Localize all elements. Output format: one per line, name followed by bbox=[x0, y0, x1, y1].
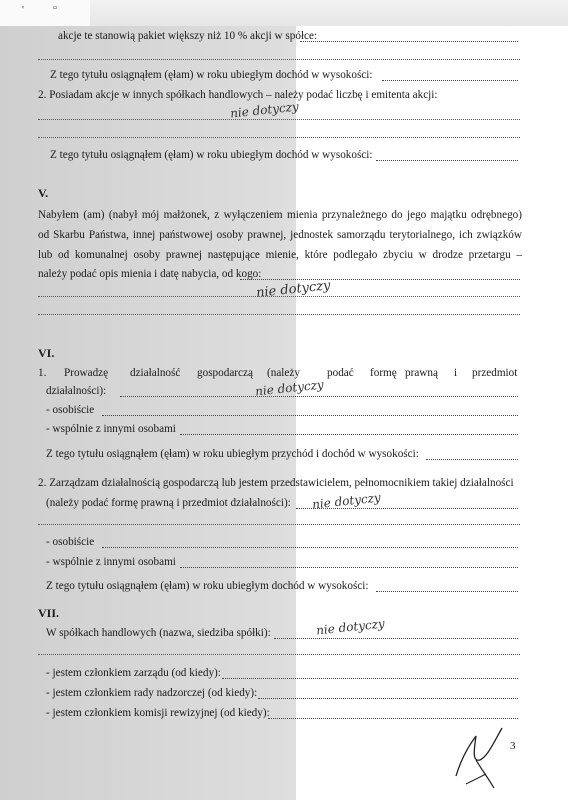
fill-line bbox=[258, 698, 518, 699]
board-member-line: - jestem członkiem zarządu (od kiedy): bbox=[46, 667, 221, 679]
audit-committee-line: - jestem członkiem komisji rewizyjnej (od kiedy): bbox=[46, 707, 270, 719]
item-word: formę bbox=[370, 367, 397, 379]
shares-percent-line: akcje te stanowią pakiet większy niż 10 % akcji w spółce: bbox=[58, 30, 318, 42]
fill-line bbox=[300, 41, 518, 42]
fill-line bbox=[180, 434, 518, 435]
fill-line bbox=[102, 547, 518, 548]
fill-line bbox=[38, 524, 520, 525]
scan-mark: ▫ bbox=[53, 2, 57, 14]
section-text: lub od komunalnej osoby prawnej następujące mienie, które podlegało zbyciu w drodze przetargu – bbox=[38, 249, 522, 261]
handwritten-not-applicable: nie dotyczy bbox=[229, 99, 300, 121]
section-text: Nabyłem (am) (nabył mój małżonek, z wyłączeniem mienia przynależnego do jego majątku odrębnego) bbox=[38, 209, 522, 221]
item-word: przedmiot bbox=[472, 367, 518, 379]
fill-line bbox=[120, 396, 518, 397]
fill-line bbox=[376, 160, 518, 161]
fill-line bbox=[38, 137, 520, 138]
section-text: należy podać opis mienia i datę nabycia, od kogo: bbox=[38, 268, 262, 280]
fill-line bbox=[38, 119, 520, 120]
item-number: 1. bbox=[38, 367, 47, 379]
fill-line bbox=[180, 567, 518, 568]
other-shares-item: 2. Posiadam akcje w innych spółkach handlowych – należy podać liczbę i emitenta akcji: bbox=[38, 89, 438, 101]
fill-line bbox=[274, 638, 518, 639]
fill-line bbox=[38, 654, 520, 655]
item-word: Prowadzę bbox=[64, 367, 109, 379]
personally-label: - osobiście bbox=[46, 404, 95, 416]
handwritten-not-applicable: nie dotyczy bbox=[311, 490, 382, 512]
section-text: od Skarbu Państwa, innej państwowej osoby prawnej, jednostek samorządu terytorialnego, ich związków bbox=[38, 229, 522, 241]
jointly-label: - wspólnie z innymi osobami bbox=[46, 423, 176, 435]
handwritten-not-applicable: nie dotyczy bbox=[315, 616, 386, 638]
fill-line bbox=[38, 59, 520, 60]
fill-line bbox=[222, 678, 518, 679]
page-number: 3 bbox=[510, 740, 516, 752]
fill-line bbox=[38, 296, 520, 297]
item-continuation: działalności): bbox=[46, 385, 107, 397]
personally-label: - osobiście bbox=[46, 536, 95, 548]
section-heading: VI. bbox=[38, 346, 55, 360]
signature-mark bbox=[446, 716, 512, 796]
section-heading: V. bbox=[38, 186, 49, 200]
handwritten-not-applicable: nie dotyczy bbox=[255, 278, 332, 301]
handwritten-not-applicable: nie dotyczy bbox=[254, 377, 325, 399]
income-line: Z tego tytułu osiągnąłem (ęłam) w roku ubiegłym dochód w wysokości: bbox=[50, 149, 373, 161]
manage-business-item: 2. Zarządzam działalnością gospodarczą lub jestem przedstawicielem, pełnomocnikiem takiej działalności bbox=[38, 477, 514, 489]
companies-line: W spółkach handlowych (nazwa, siedziba spółki): bbox=[46, 627, 271, 639]
scan-mark: ' bbox=[22, 4, 24, 16]
item-word: i bbox=[454, 367, 458, 379]
item-word: działalność bbox=[130, 367, 181, 379]
item-word: prawną bbox=[405, 367, 438, 379]
section-heading: VII. bbox=[38, 606, 60, 620]
item-word: gospodarczą bbox=[197, 367, 253, 379]
jointly-label: - wspólnie z innymi osobami bbox=[46, 556, 176, 568]
scan-corner bbox=[0, 0, 90, 26]
fill-line bbox=[426, 459, 518, 460]
item-word: (należy bbox=[267, 367, 300, 379]
fill-line bbox=[102, 415, 518, 416]
fill-line bbox=[38, 314, 520, 315]
item-word: podać bbox=[327, 367, 354, 379]
manage-business-cont: (należy podać formę prawną i przedmiot działalności): bbox=[46, 497, 291, 509]
income-line: Z tego tytułu osiągnąłem (ęłam) w roku ubiegłym przychód i dochód w wysokości: bbox=[46, 448, 419, 460]
income-line: Z tego tytułu osiągnąłem (ęłam) w roku ubiegłym dochód w wysokości: bbox=[46, 580, 369, 592]
fill-line bbox=[240, 279, 520, 280]
fill-line bbox=[382, 80, 518, 81]
supervisory-board-line: - jestem członkiem rady nadzorczej (od kiedy): bbox=[46, 687, 258, 699]
income-line: Z tego tytułu osiągnąłem (ęłam) w roku ubiegłym dochód w wysokości: bbox=[50, 69, 373, 81]
fill-line bbox=[376, 591, 518, 592]
